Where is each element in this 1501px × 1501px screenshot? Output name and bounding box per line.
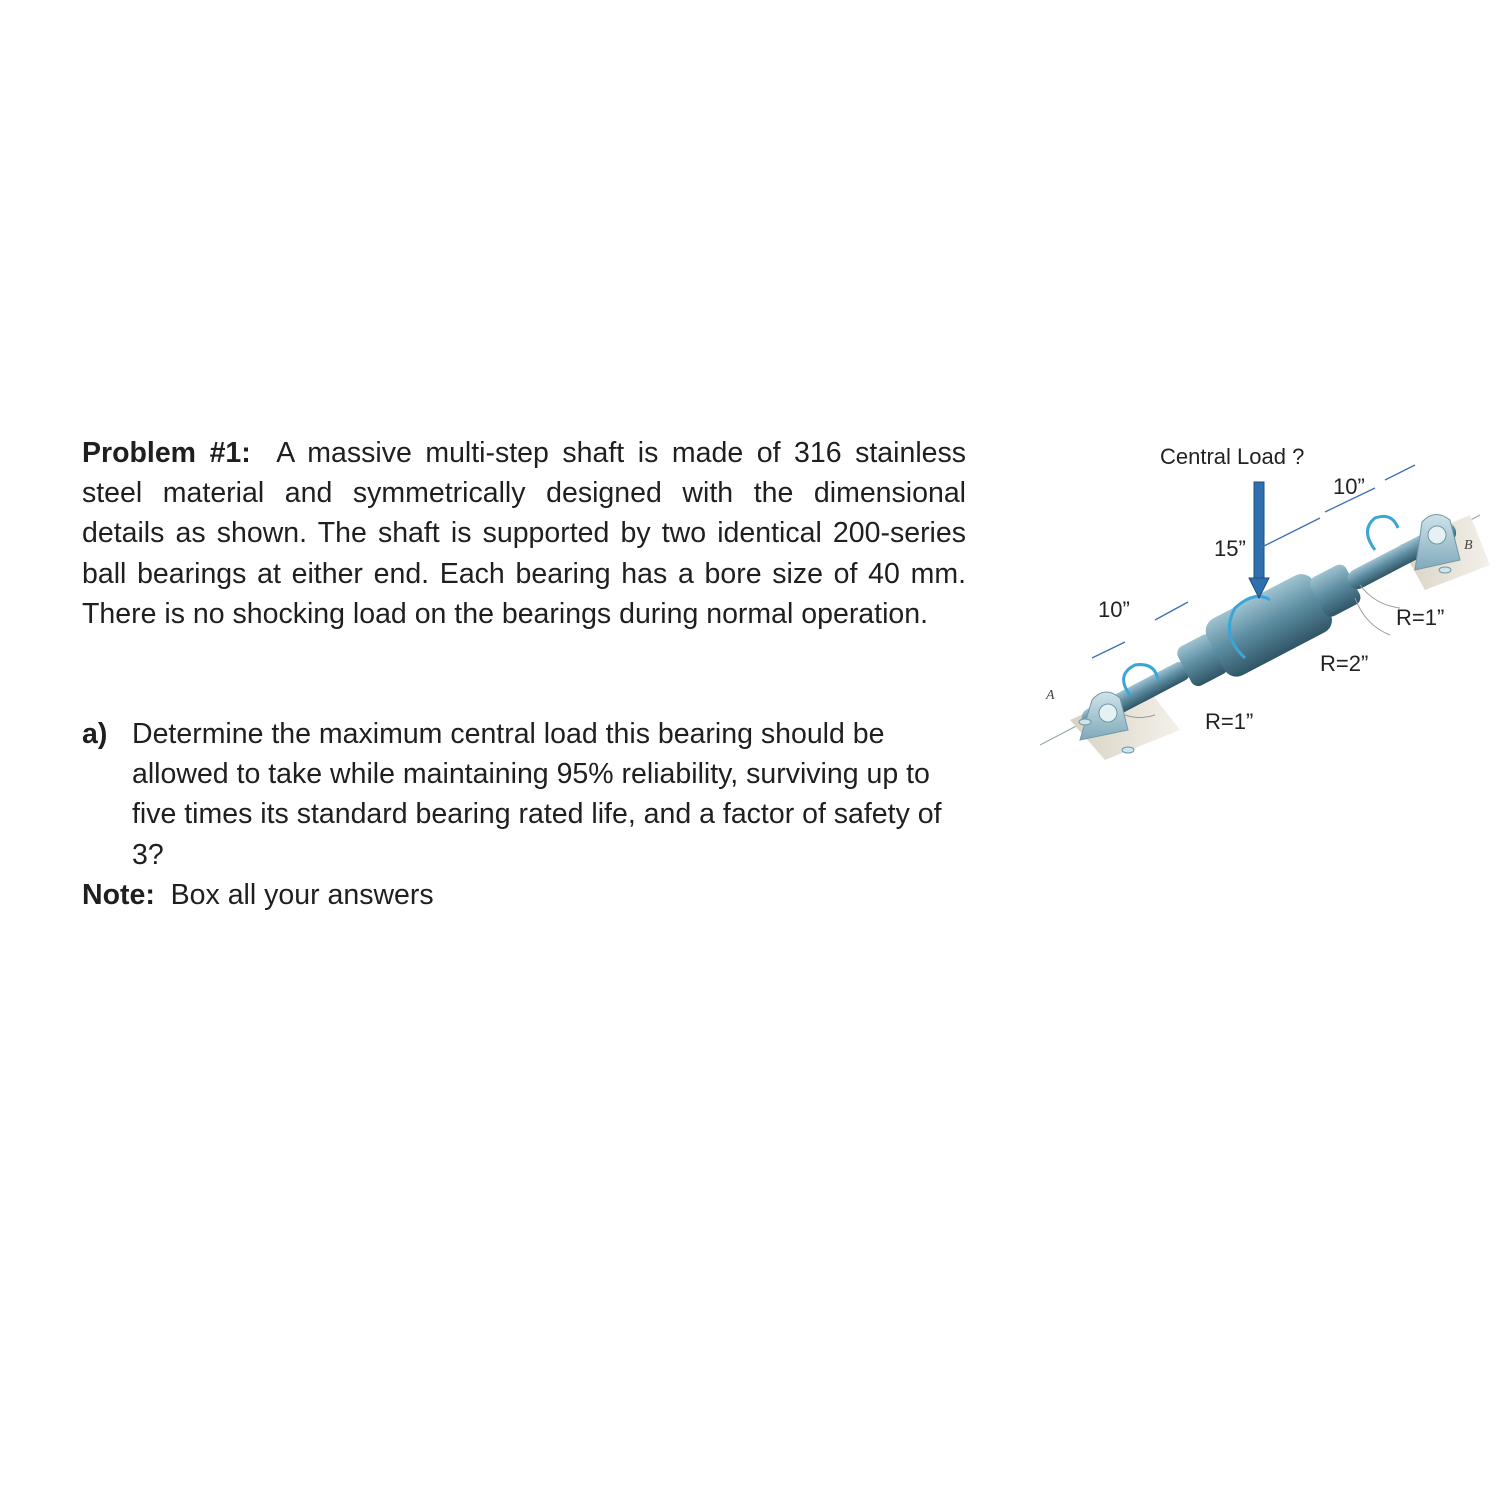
shaft-figure	[1030, 430, 1490, 760]
question-block	[82, 714, 966, 915]
note-label: Note:	[82, 878, 155, 911]
dimension-right-label: 10”	[1333, 474, 1365, 499]
central-load-label: Central Load ?	[1160, 444, 1305, 469]
part-a-text: Determine the maximum central load this bearing should be allowed to take while maintaining 95% reliability, surviving up to five times its standard bearing rated life, and a factor of safety of 3?	[132, 718, 942, 871]
note-line	[82, 875, 966, 915]
radius-center-label: R=2”	[1320, 651, 1369, 676]
dimension-middle-label: 15”	[1214, 536, 1246, 561]
shaft-diagram	[1030, 430, 1490, 760]
part-a-label: a)	[82, 718, 108, 750]
problem-statement	[82, 433, 966, 634]
problem-heading: Problem #1:	[82, 437, 251, 469]
support-a-letter: A	[1046, 688, 1055, 703]
note-text: Box all your answers	[170, 878, 434, 911]
part-a	[82, 714, 966, 875]
radius-right-label: R=1”	[1396, 605, 1445, 630]
problem-body: A massive multi-step shaft is made of 316 stainless steel material and symmetrically designed with the dimensional details as shown. The shaft is supported by two identical 200-series ball bearings at either end. Each bearing has a bore size of 40 mm. There is no shocking load on the bearings during normal operation.	[82, 437, 967, 630]
rotation-arrow-right	[1368, 516, 1399, 550]
radius-left-label: R=1”	[1205, 709, 1254, 734]
dimension-left-label: 10”	[1098, 597, 1130, 622]
central-load-arrow	[1249, 482, 1269, 598]
support-b-letter: B	[1464, 538, 1473, 553]
